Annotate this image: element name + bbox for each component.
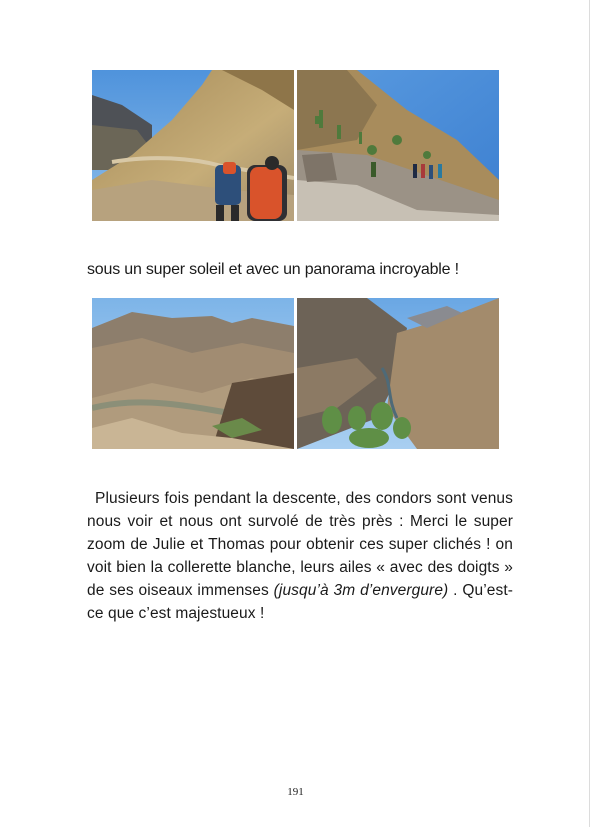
photo-caption: sous un super soleil et avec un panorama incroyable ! xyxy=(87,261,459,278)
photo-canyon-cactus xyxy=(297,298,499,449)
photo-group-on-hillside xyxy=(297,70,499,221)
photo-hikers-on-trail xyxy=(92,70,294,221)
photo-canyon-panorama xyxy=(92,298,294,449)
paragraph-text-1: Plusieurs fois pendant la descente, des condors sont venus nous voir et nous ont survolé de très près : Merci le super zoom de Julie et Thomas pour obtenir ces super clichés ! on voit bien la collerette blanche, leurs ailes « avec des doigts » de ses oiseaux immenses xyxy=(87,490,513,599)
page-number: 191 xyxy=(287,786,304,798)
paragraph-text-2: . Qu’est-ce que c’est majestueux ! xyxy=(87,582,513,622)
paragraph-italic-wingspan: (jusqu’à 3m d’envergure) xyxy=(273,582,449,599)
page-edge xyxy=(589,0,590,827)
story-paragraph xyxy=(87,487,513,625)
